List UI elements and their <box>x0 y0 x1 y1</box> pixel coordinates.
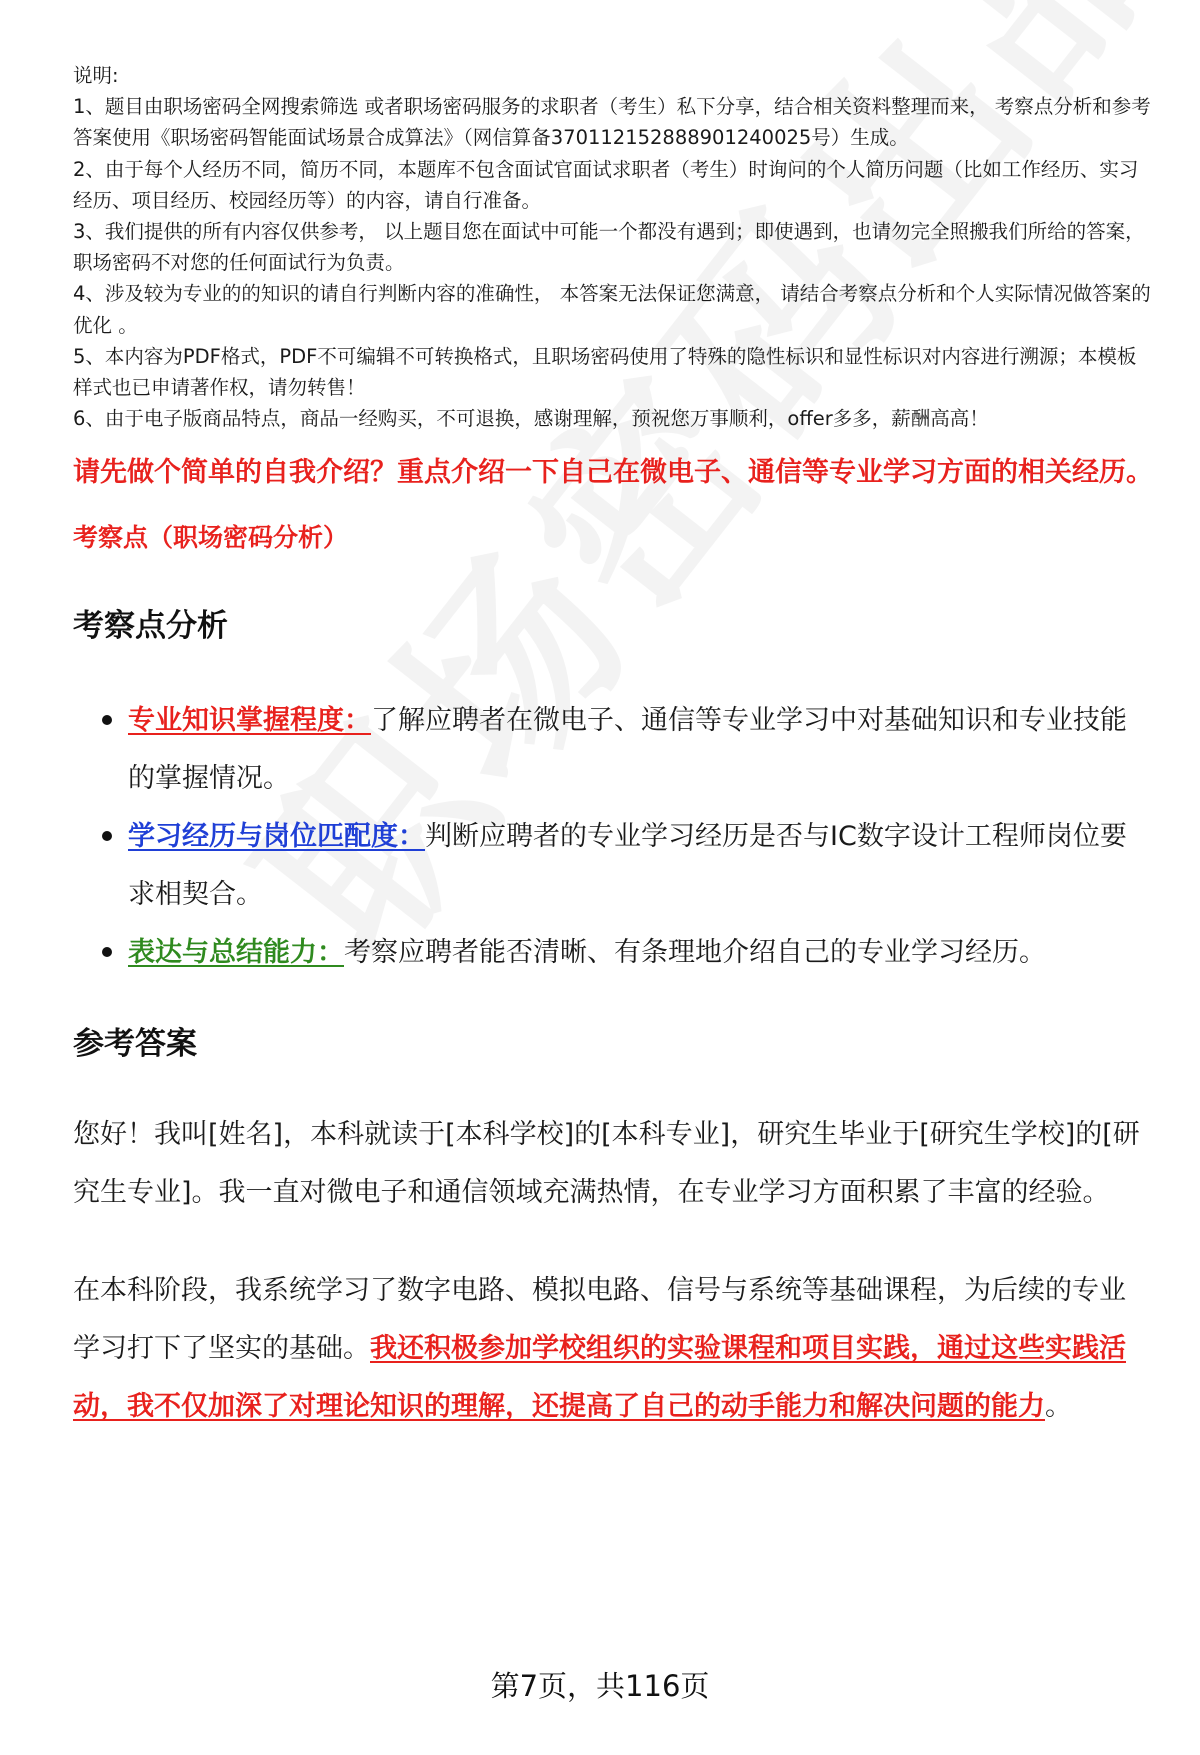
point-text: 考察应聘者能否清晰、有条理地介绍自己的专业学习经历。 <box>344 937 1046 969</box>
answer-heading: 参考答案 <box>73 1026 197 1063</box>
analysis-point <box>73 924 1153 982</box>
point-keyword: 专业知识掌握程度： <box>128 705 371 737</box>
note-item-2: 2、由于每个人经历不同，简历不同，本题库不包含面试官面试求职者（考生）时询问的个人简历问题（比如工作经历、实习经历、项目经历、校园经历等）的内容，请自行准备。 <box>73 157 1139 212</box>
point-text: 了解应聘者在微电子、通信等专业学习中对基础知识和专业技能的掌握情况。 <box>128 705 1127 795</box>
analysis-points <box>73 692 1153 982</box>
note-item-1: 1、题目由职场密码全网搜索筛选 或者职场密码服务的求职者（考生）私下分享，结合相关资料整理而来， 考察点分析和参考答案使用《职场密码智能面试场景合成算法》（网信算备370112152888901240025号）生成。 <box>73 95 1151 150</box>
analysis-point <box>73 808 1153 924</box>
interview-question: 请先做个简单的自我介绍？重点介绍一下自己在微电子、通信等专业学习方面的相关经历。 <box>73 457 1153 489</box>
analysis-tag: 考察点（职场密码分析） <box>73 523 349 553</box>
note-item-3: 3、我们提供的所有内容仅供参考， 以上题目您在面试中可能一个都没有遇到；即使遇到，也请勿完全照搬我们所给的答案，职场密码不对您的任何面试行为负责。 <box>73 220 1145 275</box>
page-number: 第7页，共116页 <box>490 1669 710 1703</box>
document-page <box>73 60 1153 1436</box>
bullet-icon <box>102 831 112 841</box>
answer-paragraph-2 <box>73 1262 1148 1436</box>
answer-highlight: 我还积极参加学校组织的实验课程和项目实践，通过这些实践活动，我不仅加深了对理论知识的理解，还提高了自己的动手能力和解决问题的能力 <box>73 1333 1126 1423</box>
answer-paragraph-2-text: 在本科阶段，我系统学习了数字电路、模拟电路、信号与系统等基础课程，为后续的专业学习打下了坚实的基础。 <box>73 1275 1126 1365</box>
note-item-5: 5、本内容为PDF格式，PDF不可编辑不可转换格式，且职场密码使用了特殊的隐性标识和显性标识对内容进行溯源；本模板样式也已申请著作权，请勿转售！ <box>73 344 1137 400</box>
note-item-4: 4、涉及较为专业的的知识的请自行判断内容的准确性， 本答案无法保证您满意， 请结合考察点分析和个人实际情况做答案的优化 。 <box>73 282 1151 337</box>
point-text: 判断应聘者的专业学习经历是否与IC数字设计工程师岗位要求相契合。 <box>128 821 1127 911</box>
point-keyword: 学习经历与岗位匹配度： <box>128 821 425 853</box>
bullet-icon <box>102 947 112 957</box>
answer-paragraph-2-end: 。 <box>1045 1391 1072 1423</box>
point-keyword: 表达与总结能力： <box>128 937 344 969</box>
notes-section <box>73 60 1153 434</box>
analysis-heading: 考察点分析 <box>73 608 228 645</box>
analysis-point <box>73 692 1153 808</box>
notes-heading: 说明: <box>73 64 119 87</box>
note-item-6: 6、由于电子版商品特点，商品一经购买，不可退换，感谢理解，预祝您万事顺利，offer多多，薪酬高高！ <box>73 407 989 431</box>
answer-paragraph-1: 您好！我叫[姓名]，本科就读于[本科学校]的[本科专业]，研究生毕业于[研究生学校]的[研究生专业]。我一直对微电子和通信领域充满热情，在专业学习方面积累了丰富的经验。 <box>73 1119 1140 1209</box>
bullet-icon <box>102 715 112 725</box>
